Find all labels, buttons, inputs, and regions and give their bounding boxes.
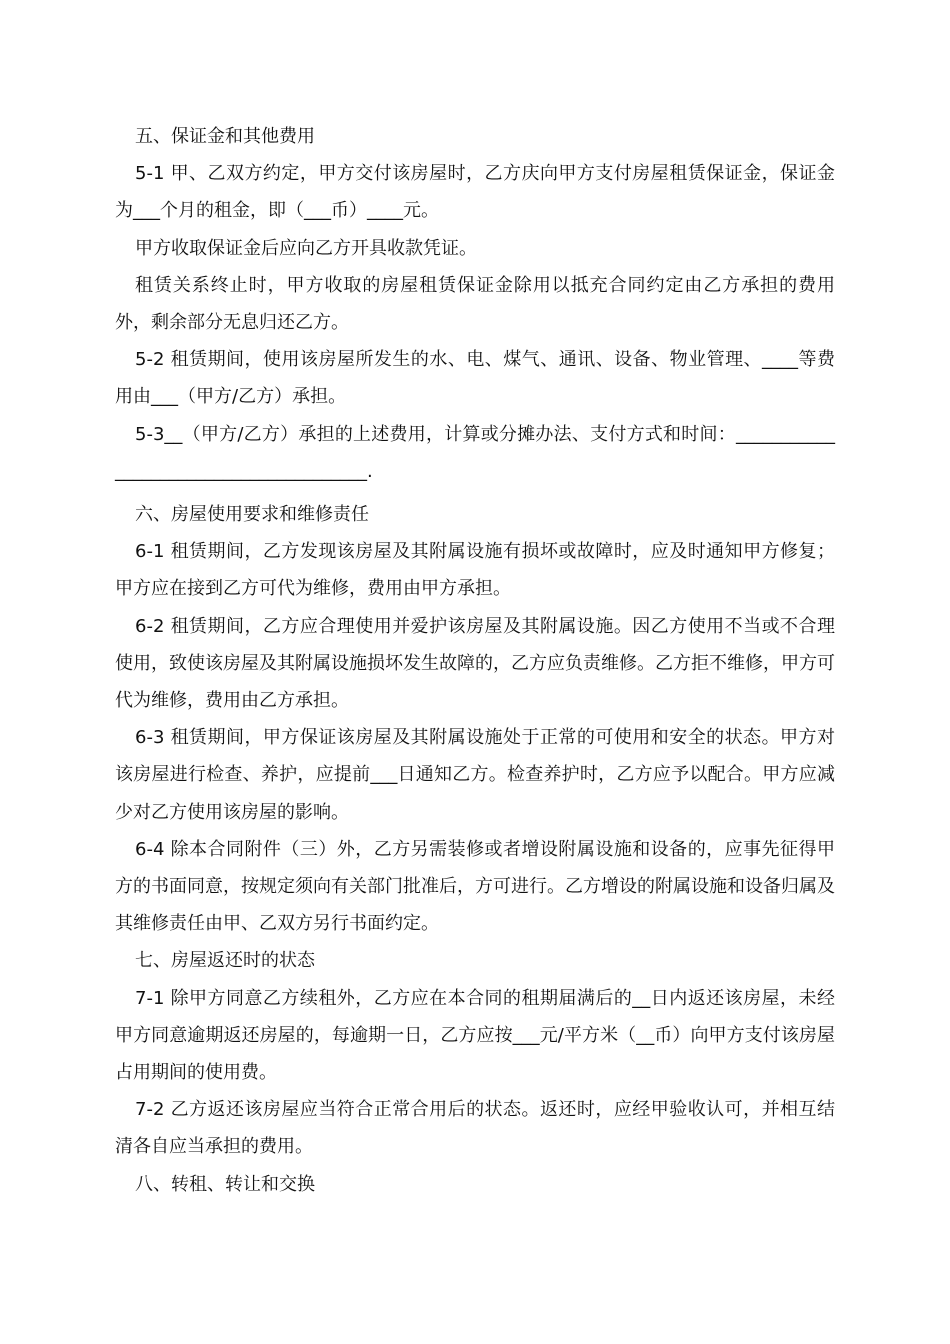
paragraph-6-2: 6-2 租赁期间，乙方应合理使用并爱护该房屋及其附属设施。因乙方使用不当或不合理使用，致使该房屋及其附属设施损坏发生故障的，乙方应负责维修。乙方拒不维修，甲方可代为维修，费用由乙方承担。 xyxy=(115,615,835,712)
paragraph-6-1: 6-1 租赁期间，乙方发现该房屋及其附属设施有损坏或故障时，应及时通知甲方修复；甲方应在接到乙方可代为维修，费用由甲方承担。 xyxy=(115,541,835,600)
document-body xyxy=(115,118,835,1203)
section-heading-deposit: 五、保证金和其他费用 xyxy=(135,126,315,147)
section-heading-usage: 六、房屋使用要求和维修责任 xyxy=(135,504,369,526)
section-heading-sublease: 八、转租、转让和交换 xyxy=(135,1173,315,1195)
paragraph-6-4: 6-4 除本合同附件（三）外，乙方另需装修或者增设附属设施和设备的，应事先征得甲方的书面同意，按规定须向有关部门批准后，方可进行。乙方增设的附属设施和设备归属及其维修责任由甲、乙双方另行书面约定。 xyxy=(115,838,835,935)
paragraph-deposit-receipt: 甲方收取保证金后应向乙方开具收款凭证。 xyxy=(135,237,477,259)
paragraph-6-3: 6-3 租赁期间，甲方保证该房屋及其附属设施处于正常的可使用和安全的状态。甲方对该房屋进行检查、养护，应提前___日通知乙方。检查养护时，乙方应予以配合。甲方应减少对乙方使用该房屋的影响。 xyxy=(115,727,835,823)
section-heading-return: 七、房屋返还时的状态 xyxy=(135,950,315,972)
paragraph-7-2: 7-2 乙方返还该房屋应当符合正常合用后的状态。返还时，应经甲验收认可，并相互结清各自应当承担的费用。 xyxy=(115,1099,835,1158)
paragraph-7-1: 7-1 除甲方同意乙方续租外，乙方应在本合同的租期届满后的__日内返还该房屋，未经甲方同意逾期返还房屋的，每逾期一日，乙方应按___元/平方米（__币）向甲方支付该房屋占用期间的使用费。 xyxy=(115,987,835,1084)
paragraph-5-2: 5-2 租赁期间，使用该房屋所发生的水、电、煤气、通讯、设备、物业管理、____等费用由___（甲方/乙方）承担。 xyxy=(115,349,835,408)
paragraph-5-1: 5-1 甲、乙双方约定，甲方交付该房屋时，乙方庆向甲方支付房屋租赁保证金，保证金为___个月的租金，即（___币）____元。 xyxy=(115,163,835,222)
paragraph-deposit-return: 租赁关系终止时，甲方收取的房屋租赁保证金除用以抵充合同约定由乙方承担的费用外，剩余部分无息归还乙方。 xyxy=(115,274,835,334)
paragraph-5-3: 5-3__（甲方/乙方）承担的上述费用，计算或分摊办法、支付方式和时间：_______________________________________. xyxy=(115,423,835,482)
